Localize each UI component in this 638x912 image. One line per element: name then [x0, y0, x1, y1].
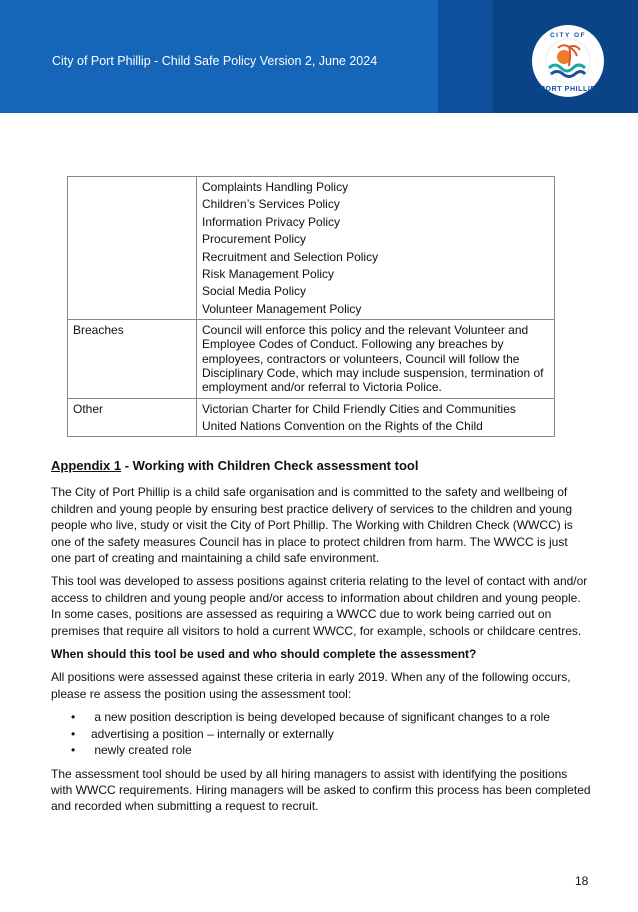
bullet-icon: • [71, 743, 76, 758]
policy-table [67, 176, 555, 437]
list-item-text: a new position description is being developed because of significant changes to a role [91, 710, 550, 725]
list-item: Children’s Services Policy [202, 197, 340, 212]
paragraph-assessment-timing: All positions were assessed against these criteria in early 2019. When any of the following occurs, please re assess the position using the assessment tool: [51, 670, 571, 701]
list-item: Volunteer Management Policy [202, 301, 362, 316]
trigger-list [51, 709, 591, 758]
table-row [68, 177, 555, 320]
list-item: Information Privacy Policy [202, 214, 341, 229]
table-row [68, 398, 555, 437]
header-title: City of Port Phillip - Child Safe Policy Version 2, June 2024 [52, 54, 378, 68]
subheading-when-to-use: When should this tool be used and who should complete the assessment? [51, 647, 477, 662]
appendix-heading [51, 458, 591, 474]
appendix-section [51, 458, 591, 822]
appendix-heading-rest: - Working with Children Check assessment tool [121, 458, 419, 473]
table-row-content [197, 398, 555, 437]
bullet-icon: • [71, 726, 76, 741]
list-item: Complaints Handling Policy [202, 180, 349, 194]
list-item: Recruitment and Selection Policy [202, 249, 379, 264]
table-row-label [68, 177, 197, 320]
list-item-text: newly created role [91, 743, 192, 758]
paragraph-intro: The City of Port Phillip is a child safe organisation and is committed to the safety and wellbeing of children and young people by ensuring best practice delivery of services to the children and young people who live, study or visit the City of Port Phillip. The Working with Children Check (WWCC) is one of the safety measures Council has in place to protect children from harm. The WWCC is just one part of creating and maintaining a child safe environment. [51, 485, 573, 566]
list-item: Procurement Policy [202, 232, 307, 247]
logo-text-bottom: PORT PHILLIP [540, 86, 596, 93]
table-row [68, 320, 555, 398]
list-item [51, 726, 591, 742]
table-row-label: Breaches [68, 320, 197, 398]
list-item-text: advertising a position – internally or externally [91, 726, 334, 741]
list-item: Social Media Policy [202, 284, 307, 299]
bullet-icon: • [71, 710, 76, 725]
table-row-label: Other [68, 398, 197, 437]
list-item: Victorian Charter for Child Friendly Cities and Communities [202, 401, 516, 416]
appendix-heading-link[interactable]: Appendix 1 [51, 458, 122, 473]
list-item: Risk Management Policy [202, 266, 335, 281]
paragraph-hiring-managers: The assessment tool should be used by all hiring managers to assist with identifying the positions with WWCC requirements. Hiring managers will be asked to confirm this process has been completed and recorded when submitting a request to recruit. [51, 766, 591, 814]
table-row-content: Council will enforce this policy and the relevant Volunteer and Employee Codes of Conduct. Following any breaches by employees, contractors or volunteers, Council will follow the Disciplinary Code, which may include suspension, termination of employment and/or referral to Victoria Police. [197, 320, 555, 398]
page-header [0, 0, 638, 113]
paragraph-tool-purpose: This tool was developed to assess positions against criteria relating to the level of contact with and/or access to children and young people and/or access to information about children and young people. In some cases, positions are assessed as requiring a WWCC due to work being carried out on premises that require all visitors to hold a current WWCC, for example, schools or childcare centres. [51, 574, 588, 638]
logo-text-top: CITY OF [549, 32, 587, 39]
list-item [51, 709, 591, 725]
list-item: United Nations Convention on the Rights of the Child [202, 418, 483, 433]
table-row-content [197, 177, 555, 320]
list-item [51, 742, 591, 758]
city-of-port-phillip-logo [531, 24, 605, 98]
page-number: 18 [575, 874, 589, 888]
